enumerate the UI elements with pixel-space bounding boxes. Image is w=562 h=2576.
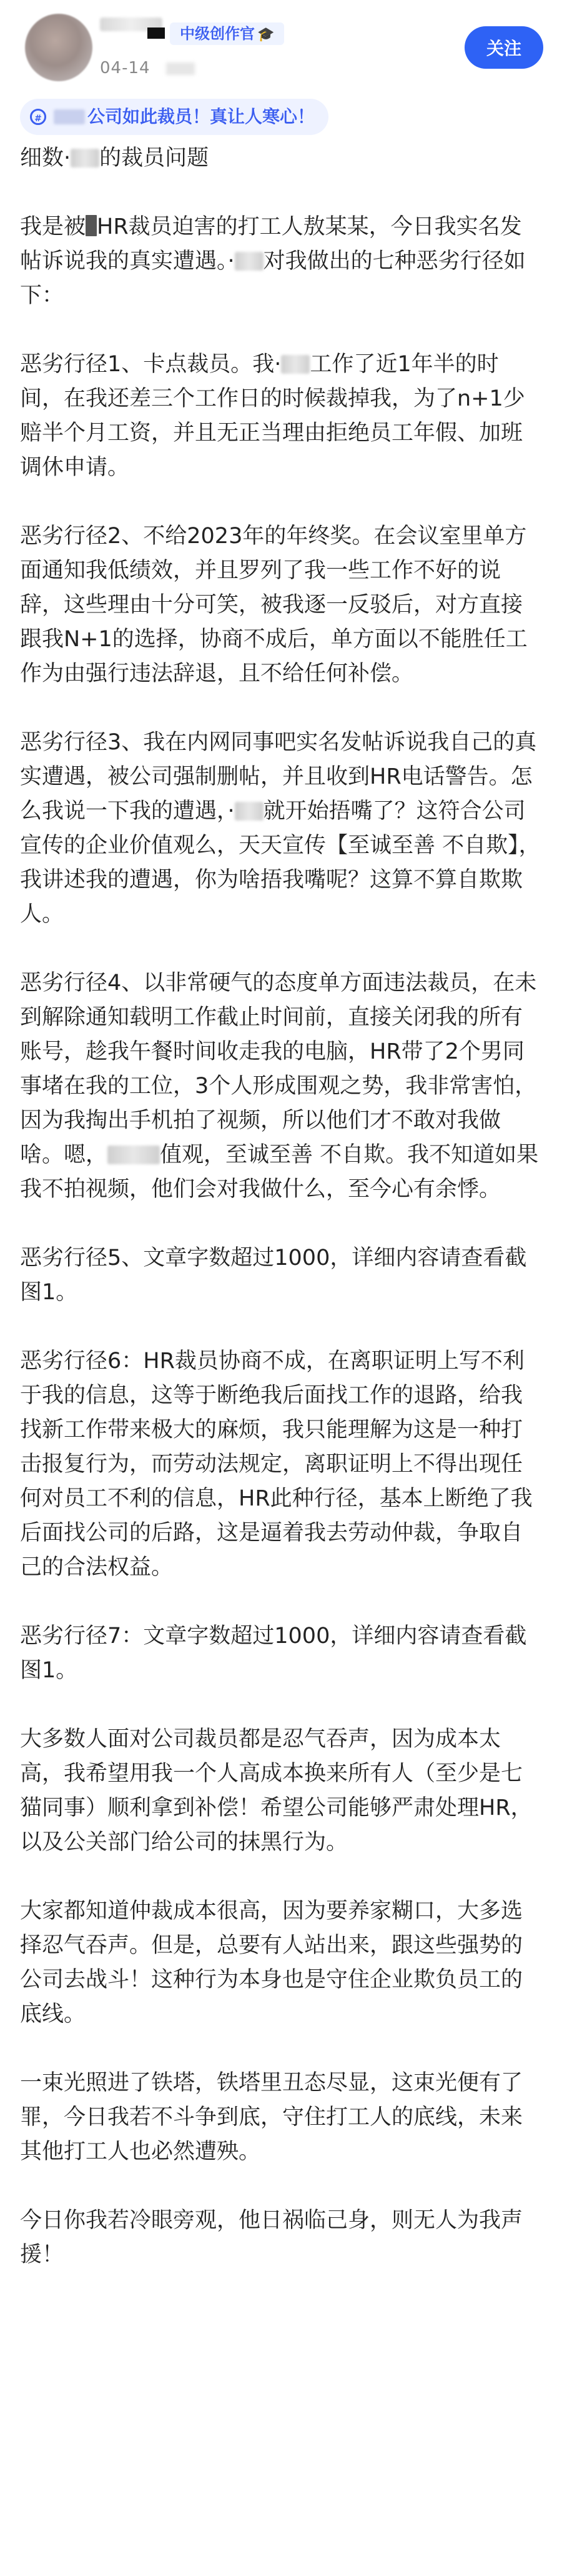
company-redacted — [71, 149, 99, 167]
paragraph-6: 恶劣行径6：HR裁员协商不成，在离职证明上写不利于我的信息，这等于断绝我后面找工作的退路，给我找新工作带来极大的麻烦，我只能理解为这是一种打击报复行为，而劳动法规定，离职证明上不得出现任何对员工不利的信息，HR此种行径，基本上断绝了我后面找公司的后路，这是逼着我去劳动仲裁，争取自己的合法权益。 — [20, 1349, 533, 1580]
paragraph-4: 恶劣行径4、以非常硬气的态度单方面违法裁员，在未到解除通知载明工作截止时间前，直接关闭我的所有账号，趁我午餐时间收走我的电脑，HR带了2个男同事堵在我的工位，3个人形成围观之势，我非常害怕，因为我掏出手机拍了视频，所以他们才不敢对我做啥。嗯， 值观，至诚至善 不自欺。我不知道如果我不拍视频，他们会对我做什么，至今心有余悸。 — [20, 971, 539, 1202]
follow-button[interactable]: 关注 — [465, 26, 543, 69]
company-redacted — [235, 252, 264, 271]
post-body — [20, 141, 542, 2307]
company-redacted — [107, 1146, 160, 1164]
post-header — [0, 0, 562, 100]
paragraph-9: 大家都知道仲裁成本很高，因为要养家糊口，大多选择忍气吞声。但是，总要有人站出来，跟这些强势的公司去战斗！这种行为本身也是守住企业欺负员工的底线。 — [20, 1899, 523, 2027]
company-redacted — [281, 355, 310, 374]
paragraph-11: 今日你我若冷眼旁观，他日祸临己身，则无人为我声援！ — [20, 2208, 523, 2267]
paragraph-2: 恶劣行径2、不给2023年的年终奖。在会议室里单方面通知我低绩效，并且罗列了我一些工作不好的说辞，这些理由十分可笑，被我逐一反驳后，对方直接跟我N+1的选择，协商不成后，单方面以不能胜任工作为由强行违法辞退，且不给任何补偿。 — [20, 524, 528, 686]
paragraph-5: 恶劣行径5、文章字数超过1000，详细内容请查看截图1。 — [20, 1246, 527, 1305]
paragraph-1: 恶劣行径1、卡点裁员。我· 工作了近1年半的时间，在我还差三个工作日的时候裁掉我，为了n+1少赔半个月工资，并且无正当理由拒绝员工年假、加班调休申请。 — [20, 352, 525, 480]
paragraph-3: 恶劣行径3、我在内网同事吧实名发帖诉说我自己的真实遭遇，被公司强制删帖，并且收到HR电话警告。怎么我说一下我的遭遇，· 就开始捂嘴了？这符合公司宣传的企业价值观么，天天宣传【至诚至善 不自欺】，我讲述我的遭遇，你为啥捂我嘴呢？这算不算自欺欺人。 — [20, 730, 541, 927]
company-redacted — [235, 802, 264, 821]
paragraph-7: 恶劣行径7：文章字数超过1000，详细内容请查看截图1。 — [20, 1624, 527, 1683]
topic-tag[interactable] — [20, 99, 328, 135]
tag-redacted — [54, 109, 85, 124]
topic-tag-label: 公司如此裁员！真让人寒心！ — [87, 106, 315, 127]
company-redacted — [86, 215, 97, 236]
graduation-cap-icon: 🎓 — [257, 27, 275, 42]
post-date: 04-14 — [100, 59, 150, 77]
paragraph-10: 一束光照进了铁塔，铁塔里丑态尽显，这束光便有了罪，今日我若不斗争到底，守住打工人的底线，未来其他打工人也必然遭殃。 — [20, 2070, 523, 2164]
location-redacted — [166, 62, 195, 75]
avatar[interactable] — [25, 14, 92, 81]
paragraph-intro: 我是被 HR裁员迫害的打工人敖某某，今日我实名发帖诉说我的真实遭遇。· 对我做出的七种恶劣行径如下： — [20, 214, 526, 308]
topic-hash-icon: # — [30, 109, 46, 125]
post-title: 细数· 的裁员问题 — [20, 146, 209, 171]
redaction-mark — [147, 27, 165, 39]
creator-badge — [170, 22, 284, 45]
paragraph-8: 大多数人面对公司裁员都是忍气吞声，因为成本太高，我希望用我一个人高成本换来所有人（至少是七猫同事）顺利拿到补偿！希望公司能够严肃处理HR，以及公关部门给公司的抹黑行为。 — [20, 1727, 533, 1855]
creator-badge-label: 中级创作官 — [180, 25, 255, 42]
